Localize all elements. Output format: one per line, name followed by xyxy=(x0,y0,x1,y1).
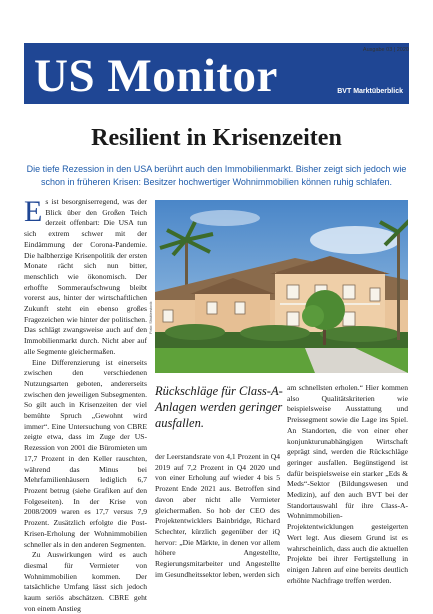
issue-label: Ausgabe 03 | 2020 xyxy=(362,47,409,53)
paragraph-col3: am schnellsten erholen.“ Hier kommen also Qualitätskriterien wie beispielsweise Ausstattung und Preissegment sowie die Lage ins Spiel. An Standorten, die von einer eher konjunkturunabhängigen Wirtschaft geprägt sind, werden die Rückschläge geringer ausfallen. Begünstigend ist dafür beispielsweise ein starker „Eds & Meds“-Sektor (Bildungswesen und Medizin), auf den auch BVT bei der Standortauswahl für ihre Class-A-Wohnimmobilien-Projektentwicklungen gesteigerten Wert legt. Aus diesem Grund ist es wahrscheinlich, dass auch die aktuellen Projekte bei ihrer Fertigstellung in einigen Jahren auf eine bereits deutlich erhöhte Nachfrage treffen werden. xyxy=(287,383,408,585)
paragraph-1: s ist besorgniserregend, was der Blick über den Großen Teich derzeit offenbart: Die USA tun sich extrem schwer mit der Eindämmung der Corona-Pandemie. Die halbherzige Krisenpolitik der ersten Monate rächt sich nun bitter, menschlich wie ökonomisch. Der erhoffte Sommeraufschwung bleibt vorerst aus, hinter der wirtschaftlichen Zukunft steht ein ebenso großes Fragezeichen wie hinter der politischen. Das schlägt zwangsweise auch auf den Immobilienmarkt durch. Nicht aber auf alle Segmente gleichermaßen. xyxy=(24,197,147,356)
body-column-3 xyxy=(287,383,408,586)
apartment-building-photo xyxy=(155,200,408,373)
article-lead: Die tiefe Rezession in den USA berührt auch den Immobilienmarkt. Bisher zeigt sich jedoch wie schon in früheren Krisen: Besitzer hochwertiger Wohnimmobilien können ruhig schlafen. xyxy=(26,164,407,187)
photo-credit: Foto: Shutterstock xyxy=(148,301,153,334)
pull-quote: Rückschläge für Class-A-Anlagen werden geringer ausfallen. xyxy=(155,384,283,430)
paragraph-col2: der Leerstandsrate von 4,1 Prozent in Q4 2019 auf 7,2 Prozent in Q4 2020 und von einer Erholung auf wieder 4 bis 5 Prozent Ende 2021 aus. Betroffen sind davon aber nicht alle Vermieter gleichermaßen. So hob der CEO des Projektentwicklers Bainbridge, Richard Schechter, kürzlich gegenüber der iQ hervor: „Die Märkte, in denen vor allem höhere Angestellte, Regierungsmitarbeiter und Angestellte im Gesundheitssektor leben, werden sich xyxy=(155,452,280,579)
body-column-1 xyxy=(24,197,147,614)
masthead-title: US Monitor xyxy=(34,50,278,102)
masthead xyxy=(24,43,409,104)
drop-cap: E xyxy=(24,195,43,228)
article-headline: Resilient in Krisenzeiten xyxy=(91,125,342,151)
paragraph-3: Zu Auswirkungen wird es auch diesmal für Vermieter von Wohnimmobilien kommen. Der tatsächliche Umfang lässt sich jedoch kaum seriös abschätzen. CBRE geht von einem Anstieg xyxy=(24,550,147,613)
body-column-2 xyxy=(155,452,280,580)
paragraph-2: Eine Differenzierung ist einerseits zwischen den verschiedenen Nutzungsarten geboten, andererseits zwischen den jeweiligen Subsegmenten. So gilt auch in Krisenzeiten der viel bemühte Spruch „Gewohnt wird immer“. Eine Untersuchung von CBRE zeigte etwa, dass im Zuge der US-Rezession von 2001 die Büromieten um 17,7 Prozent in den Keller rauschten, während das Minus bei Mehrfamilienhäusern lediglich 6,7 Prozent betrug (siehe Grafiken auf den Folgeseiten). In der Krise von 2008/2009 waren es 17,7 versus 7,9 Prozent. Zusätzlich erfolgte die Post-Krisen-Erholung der Wohnimmobilien schneller als in den anderen Segmenten. xyxy=(24,357,147,549)
masthead-subtitle: BVT Marktüberblick xyxy=(337,88,403,95)
